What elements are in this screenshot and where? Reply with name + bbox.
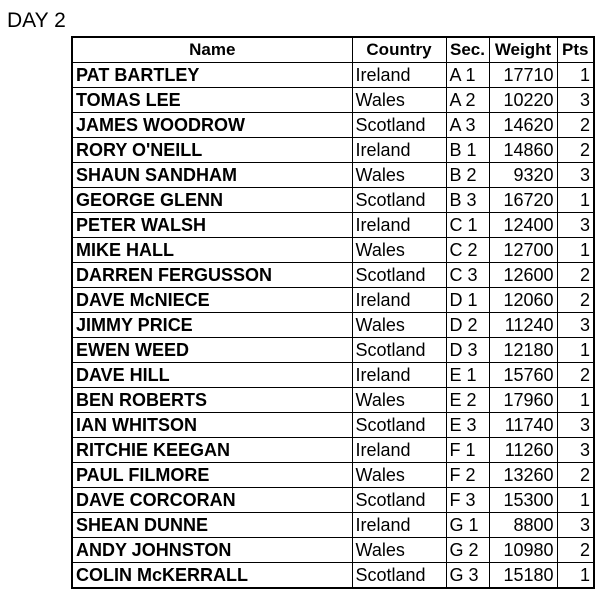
cell-sec: B 2 bbox=[446, 163, 489, 188]
cell-pts: 3 bbox=[557, 513, 594, 538]
table-row bbox=[72, 113, 594, 138]
cell-country: Wales bbox=[352, 538, 446, 563]
cell-weight: 17960 bbox=[489, 388, 557, 413]
cell-name: DARREN FERGUSSON bbox=[72, 263, 352, 288]
table-row bbox=[72, 513, 594, 538]
cell-country: Scotland bbox=[352, 338, 446, 363]
cell-sec: F 3 bbox=[446, 488, 489, 513]
cell-weight: 15300 bbox=[489, 488, 557, 513]
results-table bbox=[71, 36, 595, 589]
cell-weight: 12060 bbox=[489, 288, 557, 313]
cell-country: Ireland bbox=[352, 288, 446, 313]
cell-sec: D 2 bbox=[446, 313, 489, 338]
cell-sec: G 2 bbox=[446, 538, 489, 563]
cell-sec: B 1 bbox=[446, 138, 489, 163]
cell-name: IAN WHITSON bbox=[72, 413, 352, 438]
cell-name: RITCHIE KEEGAN bbox=[72, 438, 352, 463]
cell-country: Scotland bbox=[352, 188, 446, 213]
cell-pts: 1 bbox=[557, 563, 594, 589]
cell-sec: A 3 bbox=[446, 113, 489, 138]
cell-country: Ireland bbox=[352, 438, 446, 463]
page-title: DAY 2 bbox=[7, 9, 66, 32]
cell-sec: E 2 bbox=[446, 388, 489, 413]
cell-name: SHEAN DUNNE bbox=[72, 513, 352, 538]
table-row bbox=[72, 263, 594, 288]
cell-name: GEORGE GLENN bbox=[72, 188, 352, 213]
cell-sec: E 3 bbox=[446, 413, 489, 438]
cell-pts: 3 bbox=[557, 163, 594, 188]
column-header-weight: Weight bbox=[489, 37, 557, 63]
column-header-country: Country bbox=[352, 37, 446, 63]
cell-weight: 12180 bbox=[489, 338, 557, 363]
cell-country: Wales bbox=[352, 163, 446, 188]
cell-sec: D 1 bbox=[446, 288, 489, 313]
cell-pts: 3 bbox=[557, 438, 594, 463]
cell-country: Wales bbox=[352, 88, 446, 113]
table-row bbox=[72, 363, 594, 388]
cell-name: EWEN WEED bbox=[72, 338, 352, 363]
cell-country: Wales bbox=[352, 463, 446, 488]
cell-name: PAT BARTLEY bbox=[72, 63, 352, 88]
cell-pts: 3 bbox=[557, 213, 594, 238]
table-row bbox=[72, 313, 594, 338]
cell-country: Ireland bbox=[352, 63, 446, 88]
table-row bbox=[72, 288, 594, 313]
cell-sec: G 3 bbox=[446, 563, 489, 589]
cell-weight: 14620 bbox=[489, 113, 557, 138]
cell-sec: D 3 bbox=[446, 338, 489, 363]
cell-name: DAVE CORCORAN bbox=[72, 488, 352, 513]
cell-sec: A 2 bbox=[446, 88, 489, 113]
cell-country: Ireland bbox=[352, 138, 446, 163]
table-row bbox=[72, 413, 594, 438]
table-row bbox=[72, 213, 594, 238]
cell-name: BEN ROBERTS bbox=[72, 388, 352, 413]
cell-name: ANDY JOHNSTON bbox=[72, 538, 352, 563]
cell-name: DAVE McNIECE bbox=[72, 288, 352, 313]
cell-country: Wales bbox=[352, 388, 446, 413]
column-header-name: Name bbox=[72, 37, 352, 63]
cell-weight: 16720 bbox=[489, 188, 557, 213]
cell-country: Scotland bbox=[352, 113, 446, 138]
cell-pts: 2 bbox=[557, 138, 594, 163]
cell-name: TOMAS LEE bbox=[72, 88, 352, 113]
cell-country: Scotland bbox=[352, 263, 446, 288]
cell-sec: G 1 bbox=[446, 513, 489, 538]
cell-sec: A 1 bbox=[446, 63, 489, 88]
cell-pts: 3 bbox=[557, 313, 594, 338]
table-row bbox=[72, 488, 594, 513]
cell-pts: 1 bbox=[557, 63, 594, 88]
cell-pts: 1 bbox=[557, 238, 594, 263]
cell-country: Wales bbox=[352, 313, 446, 338]
cell-name: PETER WALSH bbox=[72, 213, 352, 238]
table-row bbox=[72, 88, 594, 113]
cell-name: PAUL FILMORE bbox=[72, 463, 352, 488]
table-row bbox=[72, 163, 594, 188]
results-body bbox=[72, 63, 594, 589]
cell-sec: C 3 bbox=[446, 263, 489, 288]
cell-sec: C 1 bbox=[446, 213, 489, 238]
cell-pts: 1 bbox=[557, 338, 594, 363]
cell-weight: 12400 bbox=[489, 213, 557, 238]
cell-pts: 1 bbox=[557, 388, 594, 413]
table-row bbox=[72, 538, 594, 563]
cell-weight: 11240 bbox=[489, 313, 557, 338]
cell-weight: 14860 bbox=[489, 138, 557, 163]
cell-pts: 2 bbox=[557, 538, 594, 563]
cell-name: MIKE HALL bbox=[72, 238, 352, 263]
cell-weight: 10980 bbox=[489, 538, 557, 563]
cell-weight: 8800 bbox=[489, 513, 557, 538]
cell-pts: 2 bbox=[557, 463, 594, 488]
cell-weight: 9320 bbox=[489, 163, 557, 188]
cell-country: Wales bbox=[352, 238, 446, 263]
column-header-sec: Sec. bbox=[446, 37, 489, 63]
cell-pts: 1 bbox=[557, 488, 594, 513]
cell-pts: 2 bbox=[557, 363, 594, 388]
cell-sec: F 2 bbox=[446, 463, 489, 488]
table-row bbox=[72, 138, 594, 163]
table-row bbox=[72, 388, 594, 413]
cell-weight: 10220 bbox=[489, 88, 557, 113]
cell-sec: F 1 bbox=[446, 438, 489, 463]
cell-country: Scotland bbox=[352, 488, 446, 513]
cell-name: DAVE HILL bbox=[72, 363, 352, 388]
cell-name: JIMMY PRICE bbox=[72, 313, 352, 338]
cell-pts: 3 bbox=[557, 413, 594, 438]
cell-pts: 2 bbox=[557, 263, 594, 288]
table-row bbox=[72, 188, 594, 213]
cell-weight: 15760 bbox=[489, 363, 557, 388]
cell-country: Ireland bbox=[352, 363, 446, 388]
cell-country: Scotland bbox=[352, 563, 446, 589]
cell-weight: 11260 bbox=[489, 438, 557, 463]
cell-pts: 2 bbox=[557, 113, 594, 138]
column-header-pts: Pts bbox=[557, 37, 594, 63]
table-header-row bbox=[72, 37, 594, 63]
table-row bbox=[72, 238, 594, 263]
table-row bbox=[72, 463, 594, 488]
cell-country: Ireland bbox=[352, 513, 446, 538]
cell-country: Ireland bbox=[352, 213, 446, 238]
cell-name: COLIN McKERRALL bbox=[72, 563, 352, 589]
cell-weight: 17710 bbox=[489, 63, 557, 88]
cell-sec: E 1 bbox=[446, 363, 489, 388]
cell-pts: 3 bbox=[557, 88, 594, 113]
cell-weight: 12600 bbox=[489, 263, 557, 288]
cell-pts: 2 bbox=[557, 288, 594, 313]
table-row bbox=[72, 438, 594, 463]
cell-weight: 13260 bbox=[489, 463, 557, 488]
cell-weight: 15180 bbox=[489, 563, 557, 589]
cell-weight: 12700 bbox=[489, 238, 557, 263]
cell-name: RORY O'NEILL bbox=[72, 138, 352, 163]
table-row bbox=[72, 338, 594, 363]
cell-sec: B 3 bbox=[446, 188, 489, 213]
table-row bbox=[72, 563, 594, 589]
cell-name: SHAUN SANDHAM bbox=[72, 163, 352, 188]
cell-country: Scotland bbox=[352, 413, 446, 438]
cell-name: JAMES WOODROW bbox=[72, 113, 352, 138]
cell-weight: 11740 bbox=[489, 413, 557, 438]
table-row bbox=[72, 63, 594, 88]
cell-pts: 1 bbox=[557, 188, 594, 213]
cell-sec: C 2 bbox=[446, 238, 489, 263]
